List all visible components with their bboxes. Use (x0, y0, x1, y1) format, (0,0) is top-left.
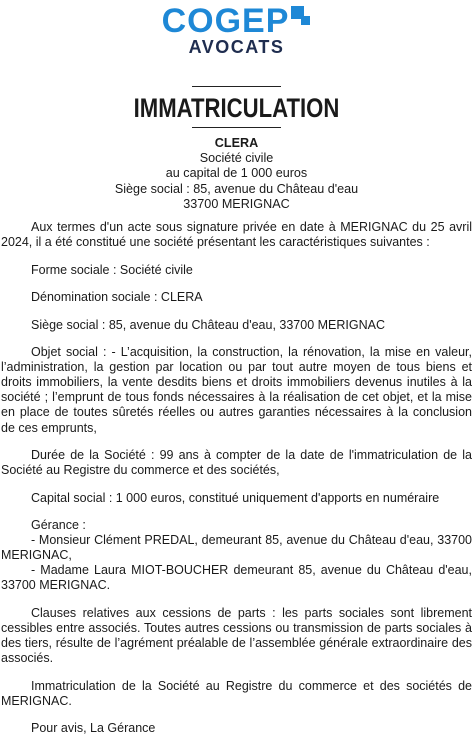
company-name: CLERA (214, 136, 259, 150)
avis-paragraph: Pour avis, La Gérance (31, 721, 156, 736)
company-header (0, 136, 473, 212)
capital-paragraph: Capital social : 1 000 euros, constitué uniquement d'apports en numéraire (31, 490, 440, 505)
forme-paragraph: Forme sociale : Société civile (31, 262, 193, 277)
gerance-title: Gérance : (31, 518, 86, 533)
title-rule-bottom (192, 127, 281, 128)
logo-main-text: COGEP (161, 2, 290, 40)
company-capital: au capital de 1 000 euros (165, 166, 308, 181)
gerant-2: - Madame Laura MIOT-BOUCHER demeurant 85, avenue du Château d'eau, 33700 MERIGNAC. (1, 563, 472, 593)
siege-paragraph: Siège social : 85, avenue du Château d'eau, 33700 MERIGNAC (31, 317, 385, 332)
objet-paragraph: Objet social : - L’acquisition, la construction, la rénovation, la mise en valeur, l’administration, la gestion par location ou par tout autre moyen de tous biens et droits immobiliers, la vente desdits biens et droits immobiliers devenus inutiles à la société ; l’emprunt de tous fonds nécessaires à la réalisation de cet objet, et la mise en place de toutes sûretés réelles ou autres garanties nécessaires à la conclusion de ces emprunts, (1, 345, 472, 435)
company-form: Société civile (199, 151, 274, 166)
company-seat: Siège social : 85, avenue du Château d'eau (114, 181, 359, 196)
denomination-paragraph: Dénomination sociale : CLERA (31, 290, 203, 305)
duree-paragraph: Durée de la Société : 99 ans à compter de la date de l'immatriculation de la Société au Registre du commerce et des sociétés, (1, 447, 472, 478)
company-city: 33700 MERIGNAC (183, 196, 290, 211)
intro-paragraph: Aux termes d'un acte sous signature privée en date à MERIGNAC du 25 avril 2024, il a été constitué une société présentant les caractéristiques suivantes : (1, 220, 472, 250)
gerant-1: - Monsieur Clément PREDAL, demeurant 85, avenue du Château d'eau, 33700 MERIGNAC, (1, 533, 472, 563)
immatriculation-paragraph: Immatriculation de la Société au Registre du commerce et des sociétés de MERIGNAC. (1, 678, 472, 708)
notice-body (1, 220, 472, 736)
gerance-paragraph (1, 518, 472, 593)
logo-squares-icon (291, 6, 311, 28)
title-rule-top (192, 86, 281, 87)
logo-wordmark (162, 4, 312, 38)
cogep-logo (0, 4, 473, 57)
logo-sub-text: AVOCATS (188, 37, 285, 57)
clauses-paragraph: Clauses relatives aux cessions de parts : les parts sociales sont librement cessibles entre associés. Toutes autres cessions ou transmission de parts sociales à des tiers, résulte de l’agrément préalable de l’assemblée générale extraordinaire des associés. (1, 605, 472, 666)
page-title: IMMATRICULATION (133, 93, 340, 123)
